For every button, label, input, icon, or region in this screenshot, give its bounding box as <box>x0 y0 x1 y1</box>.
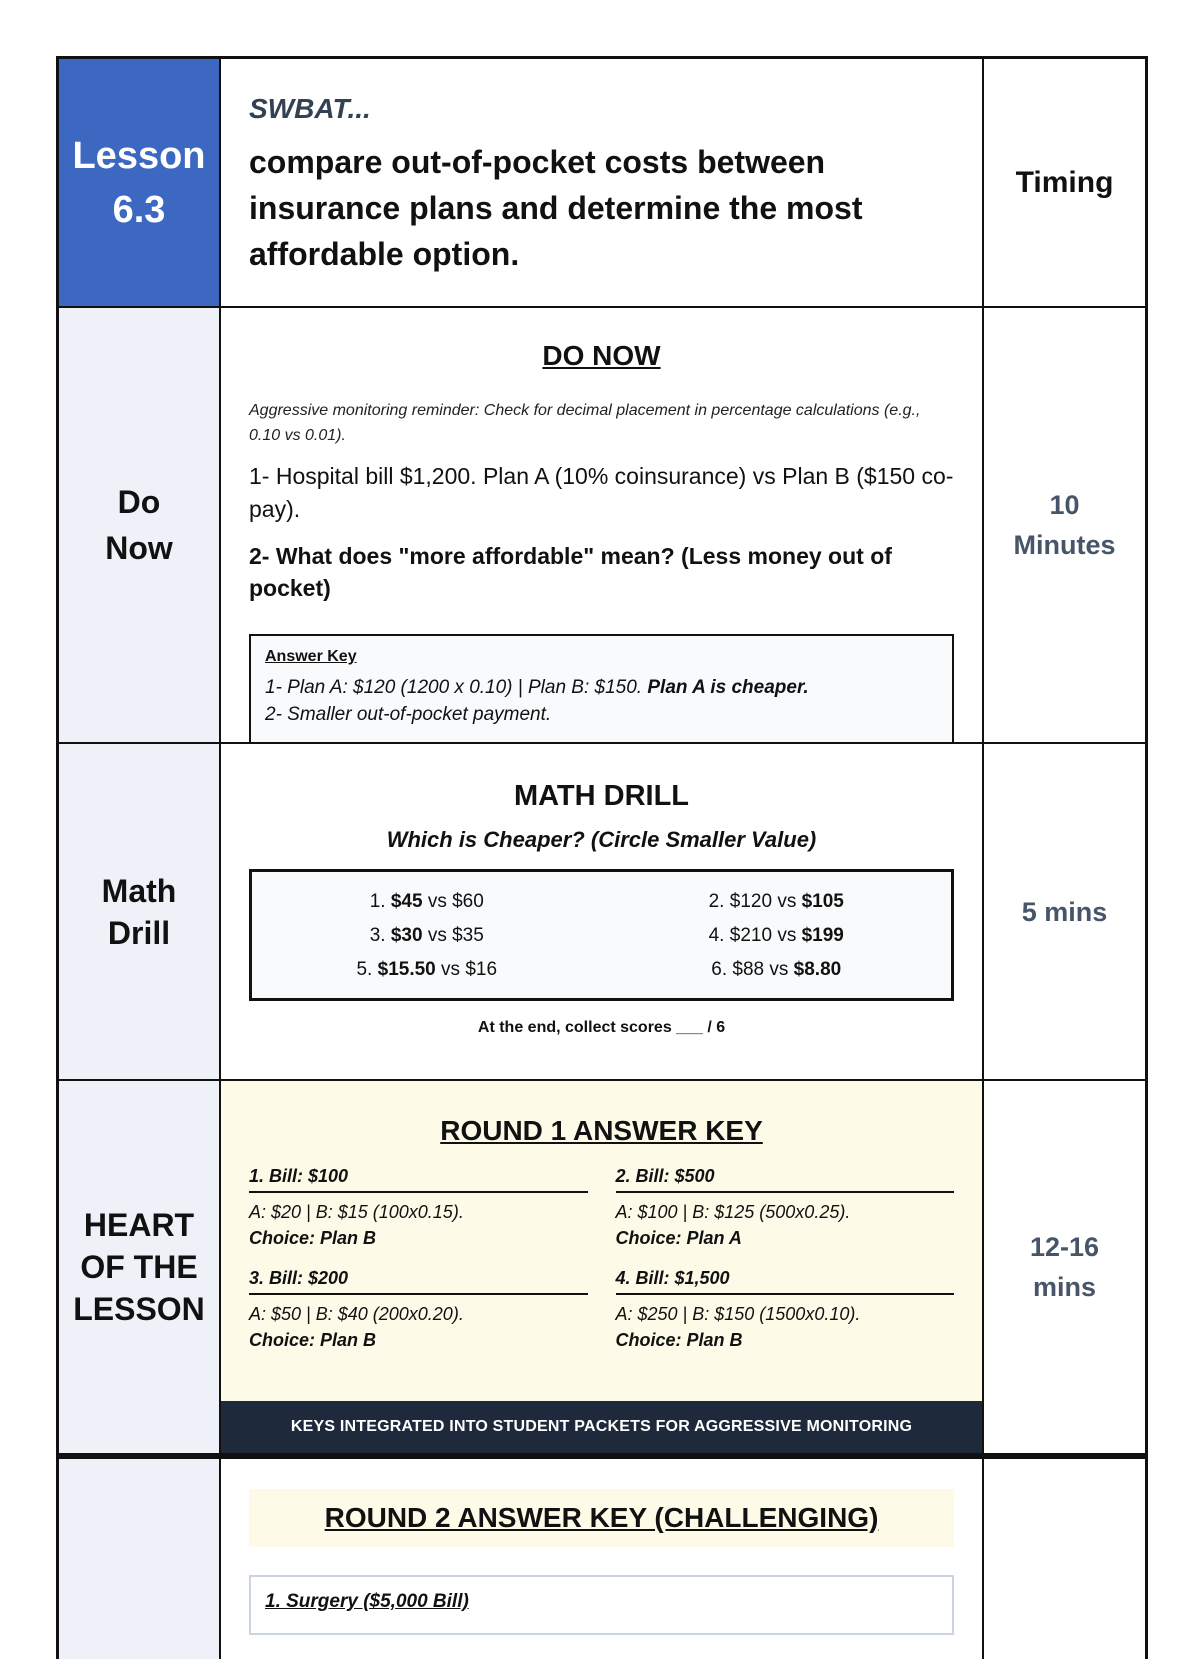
bill-calculation: A: $50 | B: $40 (200x0.20). <box>249 1304 464 1324</box>
answer-key-title: Answer Key <box>265 648 357 665</box>
drill-item <box>252 920 602 951</box>
bill-heading: 3. Bill: $200 <box>249 1265 588 1295</box>
bill-choice: Choice: Plan B <box>615 1330 743 1350</box>
round-2-title-box <box>249 1489 954 1547</box>
do-now-label-line2: Now <box>105 530 173 566</box>
math-drill-label-cell <box>59 744 221 1079</box>
heart-timing-cell <box>984 1081 1145 1453</box>
drill-value-a: $45 <box>390 890 423 912</box>
heart-label-cell <box>59 1081 221 1453</box>
drill-value-a: $210 <box>729 924 773 946</box>
lesson-tag <box>59 59 221 306</box>
header-row <box>59 59 1145 308</box>
drill-value-a: $30 <box>390 924 423 946</box>
bill-choice: Choice: Plan B <box>249 1330 377 1350</box>
bills-grid <box>249 1163 954 1353</box>
math-drill-row <box>59 744 1145 1081</box>
heart-content <box>221 1081 984 1453</box>
do-now-label-cell <box>59 308 221 742</box>
answer-key-line-1 <box>265 674 938 701</box>
drill-item <box>602 954 952 985</box>
do-now-row <box>59 308 1145 744</box>
math-drill-subtitle: Which is Cheaper? (Circle Smaller Value) <box>386 827 817 852</box>
drill-vs: vs <box>769 958 789 980</box>
round-1-title: ROUND 1 ANSWER KEY <box>440 1115 763 1146</box>
math-drill-label-line2: Drill <box>107 914 171 951</box>
bill-choice: Choice: Plan A <box>615 1228 742 1248</box>
do-now-content <box>221 308 984 742</box>
math-drill-title: MATH DRILL <box>513 780 690 812</box>
round-2-label-cell <box>59 1459 221 1659</box>
drill-item-number: 2. <box>708 890 725 912</box>
drill-value-a: $88 <box>732 958 765 980</box>
math-drill-timing-cell <box>984 744 1145 1079</box>
drill-item <box>602 886 952 917</box>
drill-item-number: 1. <box>369 890 386 912</box>
round-2-timing-cell <box>984 1459 1145 1659</box>
answer-1-text: 1- Plan A: $120 (1200 x 0.10) | Plan B: $150. <box>265 677 648 698</box>
math-drill-content <box>221 744 984 1079</box>
drill-item <box>252 886 602 917</box>
bill-card <box>616 1163 955 1251</box>
round-2-row <box>59 1459 1145 1659</box>
round-2-card <box>249 1575 954 1635</box>
do-now-timing-line2: Minutes <box>1013 530 1116 560</box>
bill-choice: Choice: Plan B <box>249 1228 377 1248</box>
answer-key-line-2: 2- Smaller out-of-pocket payment. <box>265 704 552 725</box>
drill-item-number: 5. <box>356 958 373 980</box>
drill-item <box>252 954 602 985</box>
monitoring-banner: KEYS INTEGRATED INTO STUDENT PACKETS FOR AGGRESSIVE MONITORING <box>221 1401 982 1453</box>
math-drill-footer: At the end, collect scores ___ / 6 <box>477 1019 726 1036</box>
bill-calculation: A: $100 | B: $125 (500x0.25). <box>615 1202 851 1222</box>
drill-value-b: $60 <box>452 890 484 912</box>
timing-header-cell <box>984 59 1145 306</box>
drill-value-b: $16 <box>465 958 498 980</box>
drill-vs: vs <box>777 924 797 946</box>
do-now-question-2: 2- What does "more affordable" mean? (Less money out of pocket) <box>249 543 892 601</box>
answer-key-box <box>249 634 954 744</box>
drill-value-b: $35 <box>452 924 484 946</box>
math-drill-label-line1: Math <box>101 872 177 909</box>
bill-heading: 4. Bill: $1,500 <box>616 1265 955 1295</box>
do-now-title: DO NOW <box>542 340 661 371</box>
bill-calculation: A: $20 | B: $15 (100x0.15). <box>249 1202 464 1222</box>
heart-of-lesson-row <box>59 1081 1145 1459</box>
lesson-objective: compare out-of-pocket costs between insurance plans and determine the most affordable option. <box>249 144 863 272</box>
monitoring-reminder: Aggressive monitoring reminder: Check for decimal placement in percentage calculations (e.g., 0.10 vs 0.01). <box>249 402 921 444</box>
round-2-content <box>221 1459 984 1659</box>
lesson-plan-table <box>56 56 1148 1659</box>
bill-card <box>249 1265 588 1353</box>
lesson-tag-line1: Lesson <box>72 134 206 177</box>
round-2-title: ROUND 2 ANSWER KEY (CHALLENGING) <box>324 1502 879 1533</box>
math-drill-timing: 5 mins <box>1021 896 1108 927</box>
round-2-card-heading: 1. Surgery ($5,000 Bill) <box>265 1591 469 1612</box>
drill-vs: vs <box>777 890 797 912</box>
drill-value-a: $15.50 <box>377 958 436 980</box>
drill-vs: vs <box>441 958 461 980</box>
drill-item-number: 3. <box>369 924 386 946</box>
heart-label-line1: HEART <box>83 1207 195 1243</box>
heart-timing-line2: mins <box>1032 1272 1097 1302</box>
drill-value-b: $199 <box>801 924 844 946</box>
drill-item <box>602 920 952 951</box>
drill-item-number: 6. <box>711 958 728 980</box>
drill-item-number: 4. <box>708 924 725 946</box>
bill-heading: 1. Bill: $100 <box>249 1163 588 1193</box>
drill-value-a: $120 <box>729 890 773 912</box>
bill-card <box>249 1163 588 1251</box>
heart-label-line2: OF THE <box>80 1249 198 1285</box>
drill-vs: vs <box>427 890 447 912</box>
swbat-label: SWBAT... <box>249 93 371 124</box>
timing-header: Timing <box>1015 165 1114 199</box>
bill-heading: 2. Bill: $500 <box>616 1163 955 1193</box>
answer-1-conclusion: Plan A is cheaper. <box>647 677 809 698</box>
round-1-answer-key <box>221 1081 982 1401</box>
lesson-tag-line2: 6.3 <box>112 188 166 231</box>
do-now-timing-cell <box>984 308 1145 742</box>
heart-timing-line1: 12-16 <box>1029 1232 1100 1262</box>
drill-problems-box <box>249 869 954 1001</box>
do-now-timing-line1: 10 <box>1049 490 1080 520</box>
do-now-question-1: 1- Hospital bill $1,200. Plan A (10% coinsurance) vs Plan B ($150 co-pay). <box>249 463 954 522</box>
drill-vs: vs <box>427 924 447 946</box>
drill-value-b: $8.80 <box>793 958 842 980</box>
objective-cell <box>221 59 984 306</box>
heart-label-line3: LESSON <box>73 1291 205 1327</box>
bill-card <box>616 1265 955 1353</box>
do-now-label-line1: Do <box>117 484 161 520</box>
bill-calculation: A: $250 | B: $150 (1500x0.10). <box>615 1304 861 1324</box>
drill-value-b: $105 <box>801 890 844 912</box>
